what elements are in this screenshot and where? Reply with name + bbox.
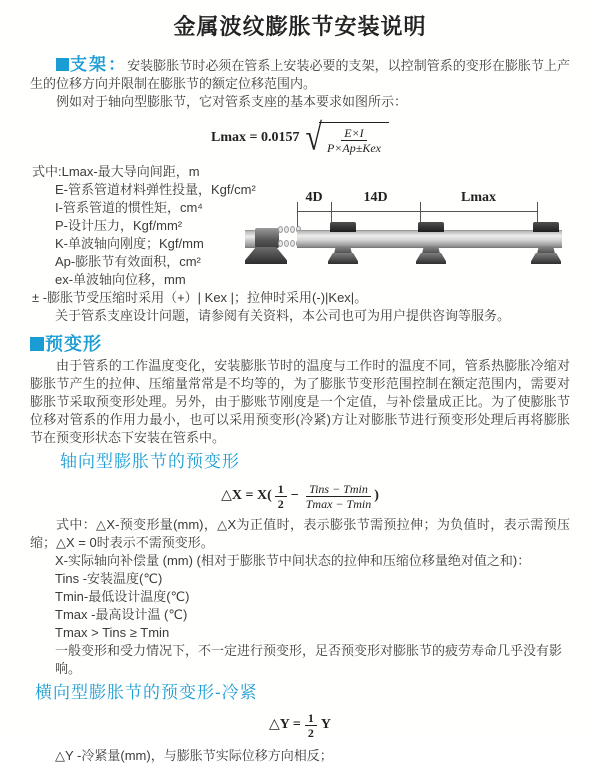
sqrt-body (319, 122, 389, 155)
support-intro-text: 安装膨胀节时必须在管系上安装必要的支架，以控制管系的变形在膨胀节上产生的位移方向并限制在膨胀节的额定位移范围内。 (30, 58, 570, 91)
service-note: 关于管系支座设计问题，请参阅有关资料，本公司也可为用户提供咨询等服务。 (55, 308, 511, 323)
coil (284, 226, 289, 233)
support-section-heading: 支架： (70, 55, 128, 74)
dimension-label-4d: 4D (305, 190, 323, 205)
temperature-fraction (303, 482, 374, 511)
lmax-fraction-denominator: P×Ap±Kex (326, 140, 381, 155)
section-marker-icon (56, 58, 69, 71)
fraction-denominator: Tmax − Tmin (305, 496, 372, 511)
plus-minus-note: ± -膨胀节受压缩时采用（+）| Kex |；拉伸时采用(-)|Kex|。 (32, 290, 368, 305)
definition-item: P-设计压力，Kgf/mm² (55, 218, 183, 233)
axial-definition-line: Tins -安装温度(℃) (55, 571, 163, 586)
one-half-fraction (275, 482, 287, 511)
formula-lmax (0, 118, 600, 158)
definition-item: Ap-膨胀节有效面积，cm² (55, 254, 201, 269)
axial-definition-line: Tmin-最低设计温度(℃) (55, 589, 190, 604)
anchor-support-block (255, 228, 279, 248)
guide-support (531, 222, 561, 264)
definition-item: E-管系管道材料弹性投量，Kgf/cm² (55, 182, 256, 197)
axial-definition-line: Tmax -最高设计温 (℃) (55, 607, 188, 622)
lateral-subsection-heading: 横向型膨胀节的预变形-冷紧 (35, 683, 258, 702)
axial-definition-line: Tmax > Tins ≥ Tmin (55, 625, 170, 640)
guide-foot (328, 253, 358, 264)
coil (290, 240, 295, 247)
lateral-formula-note: △Y -冷紧量(mm)，与膨胀节实际位移方向相反； (55, 748, 333, 763)
formula-lmax-lhs: Lmax = 0.0157 (211, 130, 300, 145)
sqrt-expression (305, 116, 389, 158)
dimension-label-lmax: Lmax (461, 190, 496, 205)
lateral-formula-rhs: Y (320, 717, 331, 732)
axial-formula-note: 式中：△X-预变形量(mm)，△X为正值时，表示膨张节需预拉伸；为负值时，表示需预压缩；△X = 0时表示不需预变形。 (30, 517, 570, 550)
axial-formula-rhs: ) (374, 488, 379, 503)
pipe-support-diagram (240, 190, 575, 270)
lmax-fraction (324, 126, 384, 155)
fraction-numerator: Tins − Tmin (306, 482, 371, 497)
guide-neck (537, 246, 555, 254)
guide-support (328, 222, 358, 264)
definition-item: I-管系管道的惯性矩，cm⁴ (55, 200, 203, 215)
axial-definition-line: X-实际轴向补偿量 (mm) (相对于膨胀节中间状态的拉伸和压缩位移量绝对值之和)： (55, 553, 531, 568)
minus-operator: − (290, 488, 299, 503)
guide-cap (330, 222, 356, 232)
dimension-line (297, 211, 537, 212)
axial-subsection-heading: 轴向型膨胀节的预变形 (60, 452, 240, 471)
lmax-fraction-numerator: E×I (341, 126, 366, 141)
fraction-numerator: 1 (305, 711, 317, 726)
definition-item: K-单波轴向刚度；Kgf/mm (55, 236, 204, 251)
guide-support (416, 222, 446, 264)
anchor-support-foot (245, 247, 287, 264)
fraction-denominator: 2 (277, 496, 284, 511)
fraction-denominator: 2 (307, 725, 314, 740)
definition-lead: 式中:Lmax-最大导向间距，m (32, 164, 200, 179)
sqrt-radical-icon: √ (305, 116, 322, 158)
coil (278, 226, 283, 233)
formula-lateral-coldspring (0, 711, 600, 739)
bellows-expansion-joint (278, 226, 298, 248)
guide-cap (533, 222, 559, 232)
pre-deform-paragraph: 由于管系的工作温度变化，安装膨胀节时的温度与工作时的温度不同，管系热膨胀冷缩对膨胀节产生的拉伸、压缩量常常是不均等的，为了膨胀节变形范围控制在额定范围内，需要对膨胀节采取预变形处理。另外，由于膨账节刚度是一个定值，与补偿量成正比。为了使膨胀节位移对管系的作用力最小，也可以采用预变形(冷紧)方让对膨胀节进行预变形处理后再将膨胀节在预变形状态下安装在管系中。 (30, 358, 570, 445)
support-paragraph (30, 56, 570, 93)
guide-cap (418, 222, 444, 232)
coil (284, 240, 289, 247)
axial-definition-line: 一般变形和受力情况下，不一定进行预变形，足否预变形对膨胀节的疲劳寿命几乎没有影响。 (55, 643, 563, 676)
support-example-line: 例如对于轴向型膨胀节，它对管系支座的基本要求如图所示： (56, 94, 408, 109)
dimension-label-14d: 14D (363, 190, 388, 205)
guide-foot (416, 253, 446, 264)
fraction-numerator: 1 (275, 482, 287, 497)
coil (290, 226, 295, 233)
pre-deform-heading-text: 预变形 (45, 334, 102, 354)
axial-formula-lhs: △X = X( (221, 488, 272, 503)
page-title: 金属波纹膨胀节安装说明 (173, 14, 427, 39)
section-marker-icon (30, 337, 44, 351)
guide-neck (334, 246, 352, 254)
pre-deform-section-heading (30, 333, 570, 355)
coil (278, 240, 283, 247)
definition-item: ex-单波轴向位移，mm (55, 272, 186, 287)
guide-neck (422, 246, 440, 254)
one-half-fraction (305, 711, 317, 740)
guide-foot (531, 253, 561, 264)
formula-axial-predeform (0, 478, 600, 514)
lateral-formula-lhs: △Y = (269, 717, 301, 732)
